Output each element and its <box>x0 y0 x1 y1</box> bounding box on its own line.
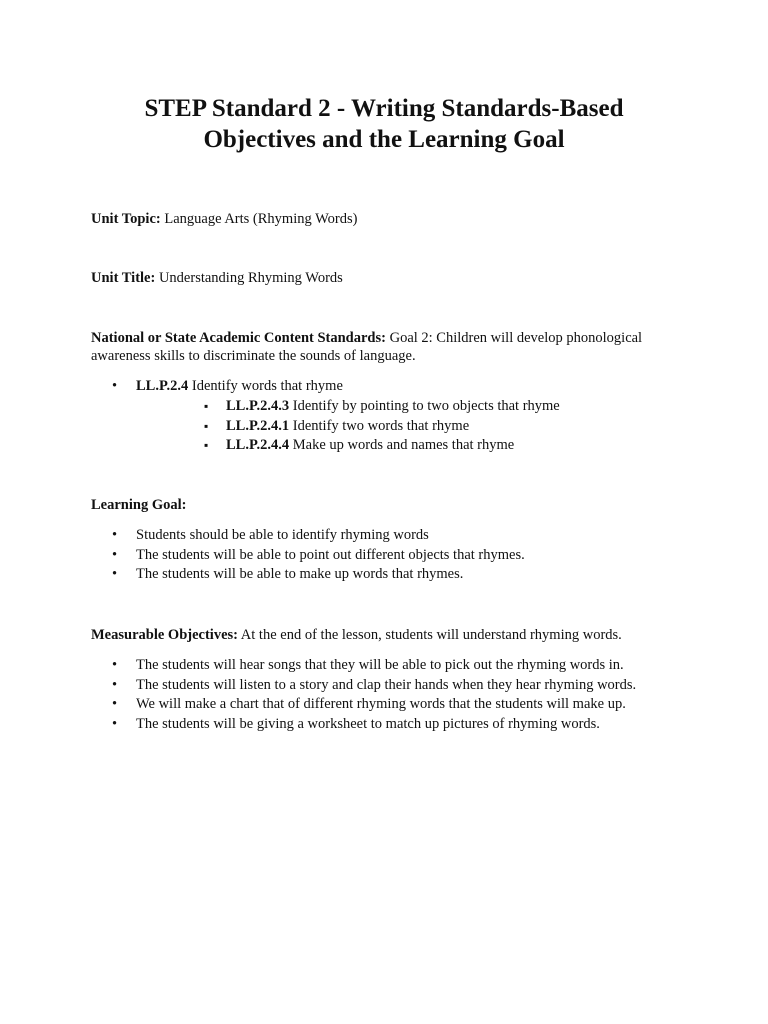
learning-goal-heading <box>91 496 691 514</box>
learning-goal-label: Learning Goal: <box>91 497 187 513</box>
standard-sub-text: Identify two words that rhyme <box>289 417 470 434</box>
measurable-objectives-value: At the end of the lesson, students will understand rhyming words. <box>237 627 622 643</box>
list-item: • The students will be able to point out different objects that rhymes. <box>136 546 525 566</box>
standards-main-list <box>136 377 343 397</box>
standard-sub-text: Identify by pointing to two objects that rhyme <box>289 398 560 414</box>
standard-sub-item <box>226 417 560 437</box>
unit-topic-label: Unit Topic: <box>91 211 161 227</box>
standard-item <box>136 377 343 397</box>
title-line-1: STEP Standard 2 - Writing Standards-Based <box>144 95 624 122</box>
standard-sub-code: LL.P.2.4.1 <box>226 417 290 434</box>
title-line-2: Objectives and the Learning Goal <box>203 126 565 153</box>
unit-topic-value: Language Arts (Rhyming Words) <box>160 211 358 227</box>
unit-title <box>91 269 691 287</box>
list-item: • The students will listen to a story and clap their hands when they hear rhyming words. <box>136 676 636 696</box>
document-title <box>0 93 768 155</box>
content-standards <box>91 329 691 365</box>
standard-sub-text: Make up words and names that rhyme <box>289 437 515 453</box>
standard-sub-code: LL.P.2.4.4 <box>226 437 290 453</box>
standard-text: Identify words that rhyme <box>188 378 343 394</box>
learning-goal-list <box>136 526 525 585</box>
standard-code: LL.P.2.4 <box>136 378 189 394</box>
unit-title-value: Understanding Rhyming Words <box>155 270 343 286</box>
content-standards-value-line-2: awareness skills to discriminate the sounds of language. <box>91 348 416 364</box>
content-standards-value-line-1: Goal 2: Children will develop phonological <box>385 330 643 346</box>
standard-sub-item <box>226 397 560 417</box>
list-item: • The students will be giving a worksheet to match up pictures of rhyming words. <box>136 715 636 735</box>
standard-sub-code: LL.P.2.4.3 <box>226 398 290 414</box>
list-item: • The students will hear songs that they will be able to pick out the rhyming words in. <box>136 656 636 676</box>
standards-sub-list <box>226 397 560 456</box>
measurable-objectives-label: Measurable Objectives: <box>91 627 238 643</box>
measurable-objectives <box>91 626 691 644</box>
objectives-list <box>136 656 636 734</box>
list-item: • Students should be able to identify rhyming words <box>136 526 525 546</box>
content-standards-label: National or State Academic Content Standards: <box>91 330 386 346</box>
unit-topic <box>91 210 691 228</box>
list-item: • The students will be able to make up words that rhymes. <box>136 565 525 585</box>
standard-sub-item <box>226 436 560 456</box>
list-item: • We will make a chart that of different rhyming words that the students will make up. <box>136 695 636 715</box>
unit-title-label: Unit Title: <box>91 270 156 286</box>
